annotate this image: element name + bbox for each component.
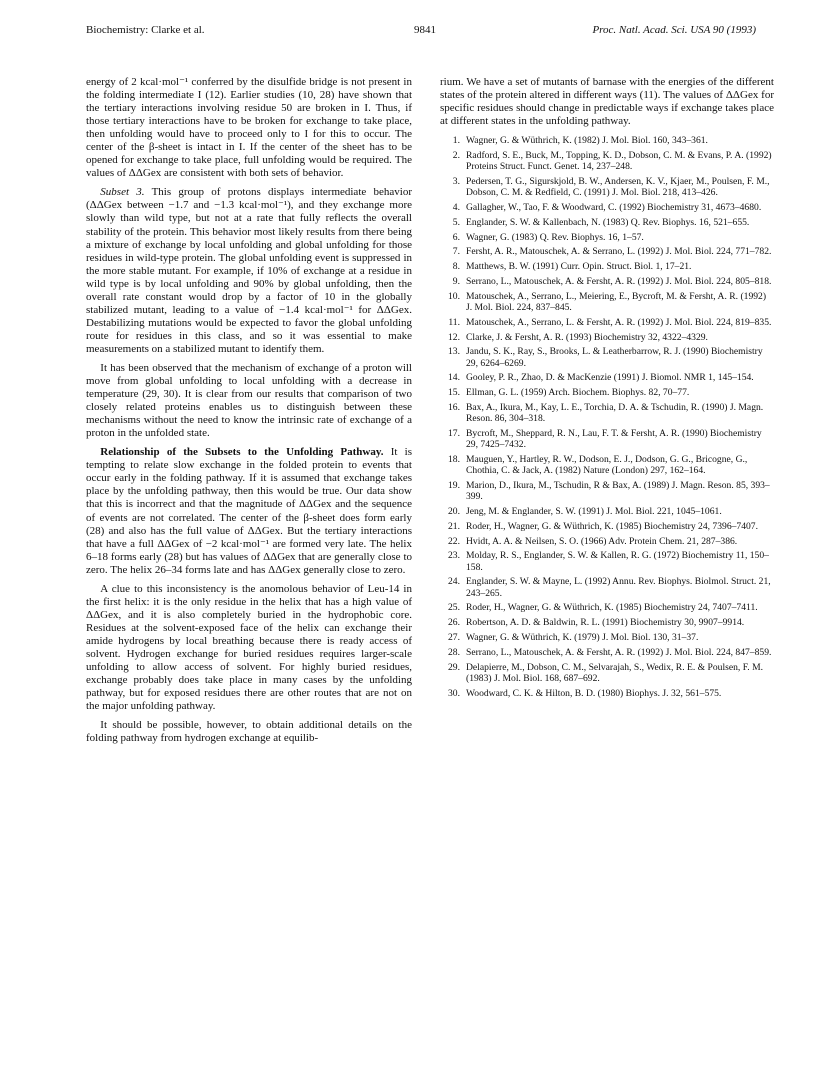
reference-number: 16. xyxy=(448,401,460,413)
reference-item xyxy=(440,202,774,213)
reference-text: Hvidt, A. A. & Neilsen, S. O. (1966) Adv. Protein Chem. 21, 287–386. xyxy=(466,535,738,547)
reference-text: Wagner, G. & Wüthrich, K. (1979) J. Mol. Biol. 130, 31–37. xyxy=(466,631,699,643)
reference-number: 5. xyxy=(452,216,460,228)
reference-item xyxy=(440,602,774,613)
reference-number: 13. xyxy=(448,346,460,358)
reference-text: Clarke, J. & Fersht, A. R. (1993) Biochemistry 32, 4322–4329. xyxy=(466,331,708,343)
reference-number: 7. xyxy=(452,246,460,258)
left-column xyxy=(86,76,412,745)
reference-item xyxy=(440,291,774,313)
reference-number: 18. xyxy=(448,453,460,465)
reference-text: Woodward, C. K. & Hilton, B. D. (1980) Biophys. J. 32, 561–575. xyxy=(466,687,722,699)
reference-text: Pedersen, T. G., Sigurskjold, B. W., Andersen, K. V., Kjaer, M., Poulsen, F. M., Dobson, C. M. & Redfield, C. (1991) J. Mol. Biol. 218, 413–426. xyxy=(466,175,770,199)
reference-number: 19. xyxy=(448,479,460,491)
running-header-left: Biochemistry: Clarke et al. xyxy=(86,24,205,36)
reference-item xyxy=(440,536,774,547)
reference-number: 12. xyxy=(448,331,460,343)
paragraph: A clue to this inconsistency is the anomolous behavior of Leu-14 in the first helix: it is the only residue in the helix that has a high value of ΔΔGex, and it is also completely buried in the hydrophobic core. Residues at the solvent-exposed face of the helix can exchange their amide hydrogens by local breathing because there is ready access of solvent. Hydrogen exchange for buried residues requires larger-scale unfolding to allow access of solvent. For highly buried residues, exchange probably does take place in many cases by the unfolding pathway, but for exposed residues there are other routes that are not on the major unfolding pathway. xyxy=(86,582,412,713)
reference-list xyxy=(440,135,774,699)
reference-number: 21. xyxy=(448,520,460,532)
reference-item xyxy=(440,632,774,643)
paragraph-section xyxy=(86,446,412,576)
reference-text: Matouschek, A., Serrano, L., Meiering, E., Bycroft, M. & Fersht, A. R. (1992) J. Mol. Biol. 224, 837–845. xyxy=(466,290,767,313)
reference-number: 4. xyxy=(452,201,460,213)
reference-item xyxy=(440,576,774,598)
reference-text: Jandu, S. K., Ray, S., Brooks, L. & Leatherbarrow, R. J. (1990) Biochemistry 29, 6264–6269. xyxy=(466,346,763,369)
reference-text: Roder, H., Wagner, G. & Wüthrich, K. (1985) Biochemistry 24, 7407–7411. xyxy=(466,602,758,614)
reference-item xyxy=(440,276,774,287)
reference-item xyxy=(440,387,774,398)
reference-text: Molday, R. S., Englander, S. W. & Kallen, R. G. (1972) Biochemistry 11, 150–158. xyxy=(466,550,769,573)
reference-number: 27. xyxy=(448,631,460,643)
reference-text: Ellman, G. L. (1959) Arch. Biochem. Biophys. 82, 70–77. xyxy=(466,387,690,399)
reference-text: Gooley, P. R., Zhao, D. & MacKenzie (1991) J. Biomol. NMR 1, 145–154. xyxy=(466,372,754,384)
reference-text: Fersht, A. R., Matouschek, A. & Serrano, L. (1992) J. Mol. Biol. 224, 771–782. xyxy=(466,246,772,258)
reference-number: 14. xyxy=(448,372,460,384)
reference-number: 22. xyxy=(448,535,460,547)
reference-text: Serrano, L., Matouschek, A. & Fersht, A. R. (1992) J. Mol. Biol. 224, 805–818. xyxy=(466,275,772,287)
reference-item xyxy=(440,261,774,272)
reference-item xyxy=(440,550,774,572)
reference-text: Matthews, B. W. (1991) Curr. Opin. Struct. Biol. 1, 17–21. xyxy=(466,261,692,273)
reference-text: Englander, S. W. & Mayne, L. (1992) Annu. Rev. Biophys. Biolmol. Struct. 21, 243–265. xyxy=(466,576,771,599)
reference-number: 8. xyxy=(452,261,460,273)
reference-text: Gallagher, W., Tao, F. & Woodward, C. (1992) Biochemistry 31, 4673–4680. xyxy=(466,201,762,213)
reference-text: Robertson, A. D. & Baldwin, R. L. (1991) Biochemistry 30, 9907–9914. xyxy=(466,617,745,629)
reference-number: 24. xyxy=(448,576,460,588)
reference-number: 11. xyxy=(448,316,460,328)
running-header-right: Proc. Natl. Acad. Sci. USA 90 (1993) xyxy=(592,24,756,36)
reference-item xyxy=(440,176,774,198)
reference-item xyxy=(440,232,774,243)
reference-number: 17. xyxy=(448,427,460,439)
paragraph: rium. We have a set of mutants of barnase with the energies of the different states of the protein altered in different ways (11). The values of ΔΔGex for specific residues should change in predictable ways if exchange takes place at different states in the unfolding pathway. xyxy=(440,76,774,128)
reference-text: Wagner, G. (1983) Q. Rev. Biophys. 16, 1–57. xyxy=(466,231,644,243)
reference-number: 28. xyxy=(448,646,460,658)
reference-number: 10. xyxy=(448,290,460,302)
reference-number: 30. xyxy=(448,687,460,699)
paragraph-subset-3 xyxy=(86,186,412,356)
reference-item xyxy=(440,454,774,476)
section-text: It is tempting to relate slow exchange in the folded protein to events that occur early in the folding pathway. If it is assumed that exchange takes place by the unfolding pathway, then this would be true. Our data show that this is incorrect and that the magnitude of ΔΔGex and the sequence of events are not correlated. The center of the β-sheet does form early (28) and also has the full value of ΔΔGex. But the tertiary interactions that have a full ΔΔGex of −2 kcal·mol⁻¹ are formed very late. The helix 6–18 forms early (28) but has values of ΔΔGex that are generally close to zero. The helix 26–34 forms late and has ΔΔGex generally close to zero. xyxy=(86,446,412,576)
reference-number: 9. xyxy=(452,275,460,287)
reference-item xyxy=(440,150,774,172)
reference-text: Englander, S. W. & Kallenbach, N. (1983) Q. Rev. Biophys. 16, 521–655. xyxy=(466,216,750,228)
reference-number: 25. xyxy=(448,602,460,614)
reference-text: Delapierre, M., Dobson, C. M., Selvarajah, S., Wedix, R. E. & Poulsen, F. M. (1983) J. Mol. Biol. 168, 687–692. xyxy=(466,661,763,684)
paragraph: It has been observed that the mechanism of exchange of a proton will move from global unfolding to local unfolding with a decrease in temperature (29, 30). It is clear from our results that comparison of two closely related proteins enables us to distinguish between these mechanisms without the need to know the intrinsic rate of exchange of a proton in the unfolded state. xyxy=(86,361,412,440)
reference-item xyxy=(440,688,774,699)
reference-item xyxy=(440,135,774,146)
reference-number: 29. xyxy=(448,661,460,673)
subset-3-text: This group of protons displays intermediate behavior (ΔΔGex between −1.7 and −1.3 kcal·mol⁻¹), and they exchange more slowly than wild type, but not at a rate that fully reflects the overall stability of the protein. This behavior most likely results from there being a mixture of exchange by local unfolding and global unfolding for those residues in wild-type protein. The global unfolding event is suppressed in the more stable mutant. For example, if 10% of exchange at a residue in wild type is by local unfolding and 90% by global unfolding, then the overall rate constant would drop by a factor of 10 in the globally stabilized mutant, leading to a value of −1.4 kcal·mol⁻¹ for ΔΔGex. Destabilizing mutations would be expected to favor the global unfolding route for residues in this class, and so it was essential to make measurements on a stabilized mutant to identify them. xyxy=(86,186,412,355)
reference-number: 3. xyxy=(452,175,460,187)
subset-3-label: Subset 3. xyxy=(100,186,145,199)
reference-number: 2. xyxy=(452,149,460,161)
reference-text: Serrano, L., Matouschek, A. & Fersht, A. R. (1992) J. Mol. Biol. 224, 847–859. xyxy=(466,646,772,658)
paragraph: It should be possible, however, to obtain additional details on the folding pathway from hydrogen exchange at equilib- xyxy=(86,719,412,745)
section-heading: Relationship of the Subsets to the Unfolding Pathway. xyxy=(100,446,384,459)
reference-item xyxy=(440,480,774,502)
paragraph: energy of 2 kcal·mol⁻¹ conferred by the disulfide bridge is not present in the folding intermediate I (12). Earlier studies (10, 28) have shown that the tertiary interactions involving residue 50 are broken in I. Thus, if those tertiary interactions have to be broken for exchange to take place, then unfolding would have to proceed only to I for this to occur. The center of the β-sheet is intact in I. If the center of the sheet has to be opened for exchange to take place, full unfolding would be required. The values of ΔΔGex are consistent with both sets of behavior. xyxy=(86,76,412,180)
reference-item xyxy=(440,217,774,228)
reference-text: Wagner, G. & Wüthrich, K. (1982) J. Mol. Biol. 160, 343–361. xyxy=(466,135,708,147)
reference-item xyxy=(440,402,774,424)
reference-text: Matouschek, A., Serrano, L. & Fersht, A. R. (1992) J. Mol. Biol. 224, 819–835. xyxy=(466,316,772,328)
reference-text: Bycroft, M., Sheppard, R. N., Lau, F. T. & Fersht, A. R. (1990) Biochemistry 29, 7425–7432. xyxy=(466,427,762,451)
reference-number: 6. xyxy=(452,231,460,243)
reference-item xyxy=(440,346,774,368)
reference-number: 26. xyxy=(448,617,460,629)
reference-item xyxy=(440,428,774,450)
right-column xyxy=(440,76,774,702)
reference-item xyxy=(440,332,774,343)
page-number: 9841 xyxy=(414,24,436,36)
reference-item xyxy=(440,317,774,328)
reference-text: Jeng, M. & Englander, S. W. (1991) J. Mol. Biol. 221, 1045–1061. xyxy=(466,505,722,517)
reference-item xyxy=(440,647,774,658)
reference-item xyxy=(440,506,774,517)
reference-item xyxy=(440,662,774,684)
reference-number: 20. xyxy=(448,505,460,517)
reference-item xyxy=(440,617,774,628)
reference-item xyxy=(440,372,774,383)
reference-number: 1. xyxy=(452,135,460,147)
reference-text: Marion, D., Ikura, M., Tschudin, R & Bax, A. (1989) J. Magn. Reson. 85, 393–399. xyxy=(466,479,770,503)
reference-number: 23. xyxy=(448,550,460,562)
reference-text: Radford, S. E., Buck, M., Topping, K. D., Dobson, C. M. & Evans, P. A. (1992) Proteins Struct. Funct. Genet. 14, 237–248. xyxy=(466,149,772,173)
reference-text: Bax, A., Ikura, M., Kay, L. E., Torchia, D. A. & Tschudin, R. (1990) J. Magn. Reson. 86, 304–318. xyxy=(466,401,764,425)
reference-item xyxy=(440,246,774,257)
reference-item xyxy=(440,521,774,532)
reference-text: Mauguen, Y., Hartley, R. W., Dodson, E. J., Dodson, G. G., Bricogne, G., Chothia, C. & Jack, A. (1982) Nature (London) 297, 162–164. xyxy=(466,453,748,477)
reference-number: 15. xyxy=(448,387,460,399)
reference-text: Roder, H., Wagner, G. & Wüthrich, K. (1985) Biochemistry 24, 7396–7407. xyxy=(466,520,759,532)
